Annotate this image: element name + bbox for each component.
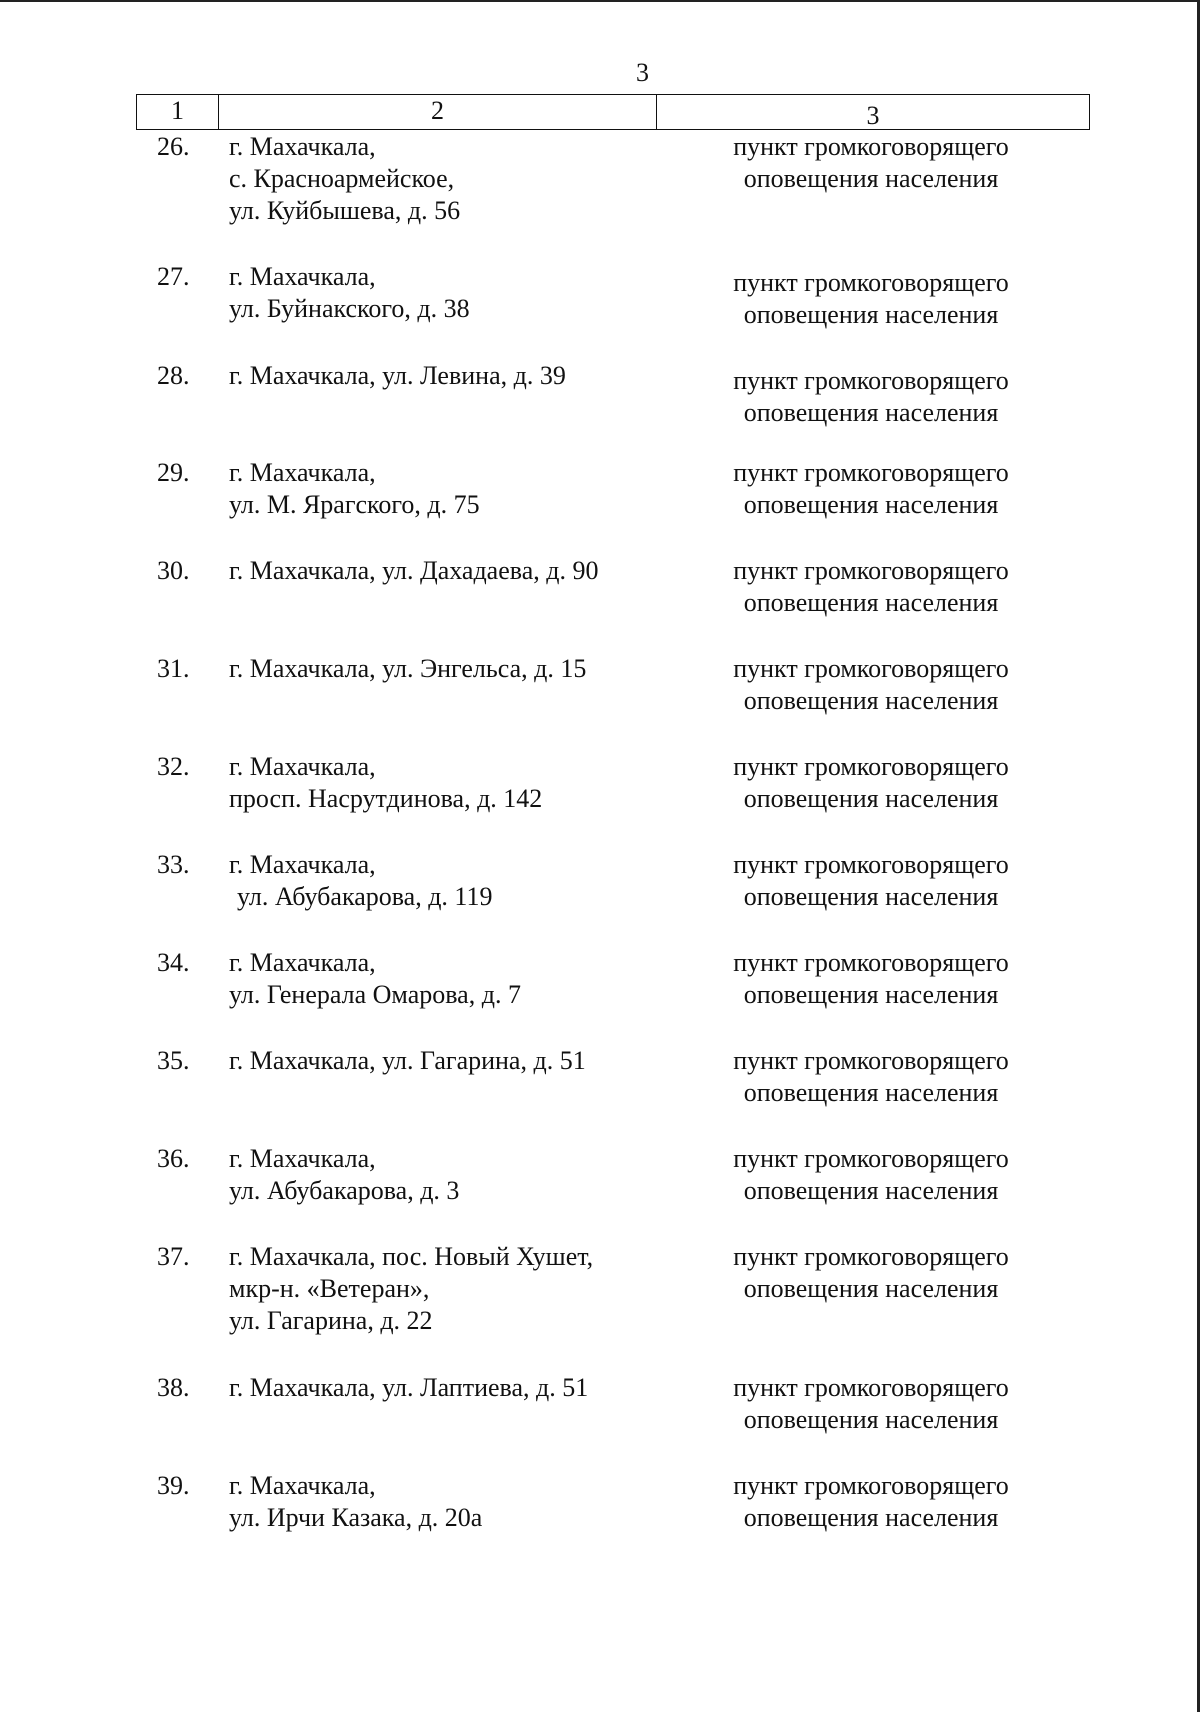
header-col-3: 3: [866, 101, 880, 130]
type-line: оповещения населения: [743, 784, 999, 813]
type-line: пункт громкоговорящего: [733, 654, 1009, 683]
type-line: пункт громкоговорящего: [733, 1242, 1009, 1271]
address-line: с. Красноармейское,: [229, 164, 455, 193]
type-line: оповещения населения: [743, 588, 999, 617]
type-line: оповещения населения: [743, 882, 999, 911]
address-line: г. Махачкала,: [229, 1471, 376, 1500]
row-type: [706, 653, 1036, 717]
row-address: [229, 653, 659, 685]
address-line: г. Махачкала,: [229, 850, 376, 879]
row-number: 27.: [157, 262, 190, 291]
address-line: г. Махачкала,: [229, 262, 376, 291]
scan-edge-top: [0, 0, 1200, 2]
address-line: г. Махачкала, ул. Энгельса, д. 15: [229, 654, 587, 683]
page-number: 3: [636, 58, 649, 87]
address-line: г. Махачкала, ул. Гагарина, д. 51: [229, 1046, 586, 1075]
type-line: пункт громкоговорящего: [733, 1144, 1009, 1173]
type-line: пункт громкоговорящего: [733, 132, 1009, 161]
address-line: ул. Буйнакского, д. 38: [229, 294, 470, 323]
type-line: пункт громкоговорящего: [733, 948, 1009, 977]
type-line: оповещения населения: [743, 1078, 999, 1107]
row-number: 26.: [157, 132, 190, 161]
row-number: 39.: [157, 1471, 190, 1500]
row-address: [229, 1372, 659, 1404]
row-address: [229, 360, 659, 392]
address-line: мкр-н. «Ветеран»,: [229, 1274, 430, 1303]
row-number: 30.: [157, 556, 190, 585]
type-line: оповещения населения: [743, 164, 999, 193]
type-line: оповещения населения: [743, 1176, 999, 1205]
address-line: г. Махачкала,: [229, 1144, 376, 1173]
row-number: 28.: [157, 361, 190, 390]
type-line: пункт громкоговорящего: [733, 1046, 1009, 1075]
row-address: [229, 131, 659, 227]
type-line: оповещения населения: [743, 398, 999, 427]
row-address: [229, 555, 659, 587]
row-number: 29.: [157, 458, 190, 487]
type-line: оповещения населения: [743, 1405, 999, 1434]
row-type: [706, 947, 1036, 1011]
header-col-1: 1: [137, 95, 219, 129]
type-line: пункт громкоговорящего: [733, 850, 1009, 879]
row-address: [229, 751, 659, 815]
address-line: ул. Гагарина, д. 22: [229, 1306, 433, 1335]
row-address: [229, 947, 659, 1011]
header-col-2: 2: [219, 95, 657, 129]
address-line: ул. Куйбышева, д. 56: [229, 196, 461, 225]
row-address: [229, 457, 659, 521]
row-number: 33.: [157, 850, 190, 879]
address-line: ул. Абубакарова, д. 119: [237, 882, 493, 911]
type-line: оповещения населения: [743, 1503, 999, 1532]
address-line: г. Махачкала, ул. Левина, д. 39: [229, 361, 566, 390]
address-line: ул. Генерала Омарова, д. 7: [229, 980, 521, 1009]
type-line: оповещения населения: [743, 300, 999, 329]
row-address: [229, 849, 659, 913]
type-line: пункт громкоговорящего: [733, 752, 1009, 781]
row-type: [706, 1241, 1036, 1305]
row-number: 35.: [157, 1046, 190, 1075]
row-type: [706, 849, 1036, 913]
row-number: 36.: [157, 1144, 190, 1173]
type-line: пункт громкоговорящего: [733, 366, 1009, 395]
row-type: [706, 1470, 1036, 1534]
address-line: г. Махачкала, ул. Дахадаева, д. 90: [229, 556, 599, 585]
address-line: ул. Абубакарова, д. 3: [229, 1176, 460, 1205]
type-line: оповещения населения: [743, 980, 999, 1009]
row-number: 34.: [157, 948, 190, 977]
row-address: [229, 261, 659, 325]
row-type: [706, 267, 1036, 331]
address-line: просп. Насрутдинова, д. 142: [229, 784, 543, 813]
type-line: оповещения населения: [743, 490, 999, 519]
address-line: ул. Ирчи Казака, д. 20а: [229, 1503, 483, 1532]
type-line: пункт громкоговорящего: [733, 1373, 1009, 1402]
address-line: г. Махачкала,: [229, 752, 376, 781]
row-type: [706, 457, 1036, 521]
row-type: [706, 365, 1036, 429]
row-type: [706, 555, 1036, 619]
row-number: 38.: [157, 1373, 190, 1402]
table-header: [136, 94, 1090, 130]
row-address: [229, 1241, 659, 1337]
address-line: г. Махачкала,: [229, 948, 376, 977]
row-address: [229, 1143, 659, 1207]
type-line: пункт громкоговорящего: [733, 268, 1009, 297]
type-line: пункт громкоговорящего: [733, 458, 1009, 487]
type-line: оповещения населения: [743, 1274, 999, 1303]
row-type: [706, 1045, 1036, 1109]
type-line: пункт громкоговорящего: [733, 556, 1009, 585]
row-type: [706, 751, 1036, 815]
address-line: ул. М. Ярагского, д. 75: [229, 490, 480, 519]
row-type: [706, 131, 1036, 195]
row-number: 37.: [157, 1242, 190, 1271]
address-line: г. Махачкала,: [229, 132, 376, 161]
address-line: г. Махачкала, пос. Новый Хушет,: [229, 1242, 594, 1271]
address-line: г. Махачкала,: [229, 458, 376, 487]
row-number: 31.: [157, 654, 190, 683]
type-line: оповещения населения: [743, 686, 999, 715]
address-line: г. Махачкала, ул. Лаптиева, д. 51: [229, 1373, 589, 1402]
row-number: 32.: [157, 752, 190, 781]
row-type: [706, 1143, 1036, 1207]
type-line: пункт громкоговорящего: [733, 1471, 1009, 1500]
row-address: [229, 1045, 659, 1077]
row-type: [706, 1372, 1036, 1436]
row-address: [229, 1470, 659, 1534]
